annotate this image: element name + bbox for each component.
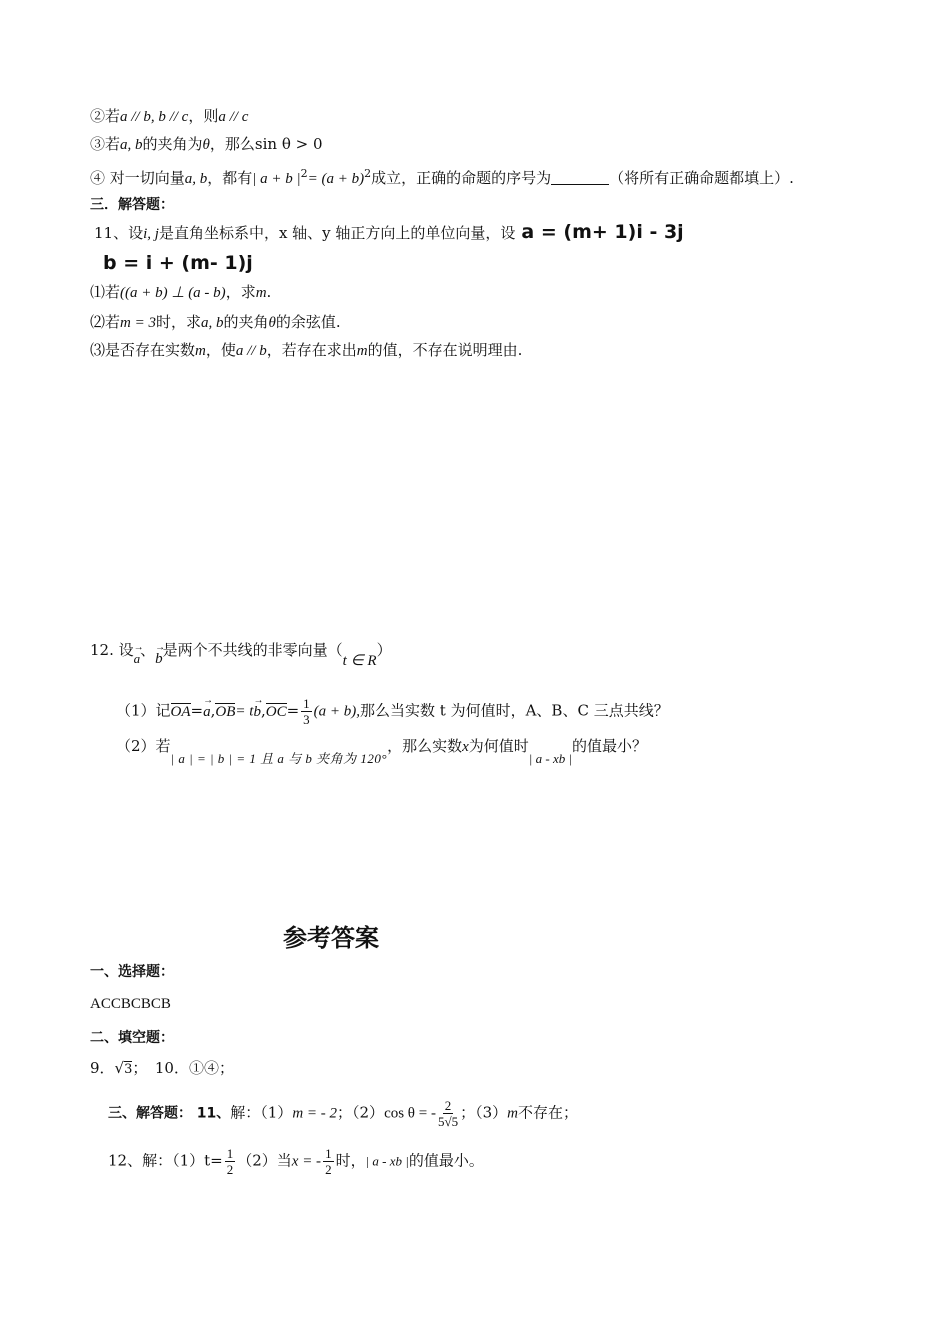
item-4: ④ 对一切向量a, b，都有| a + b $|^2= (a + b)^2$成立，正确的命题的序号为 （将所有正确命题都填上）.	[90, 167, 794, 187]
answers-q11-frac-den: 5√5	[437, 1114, 459, 1129]
answers-q12-x: x = -	[291, 1153, 322, 1170]
item-2-result: a // c	[218, 109, 249, 125]
q11-p3-m: m	[195, 343, 206, 359]
q11-p1-suffix: ，求	[225, 283, 256, 301]
q12-part1	[116, 696, 669, 727]
answers-section-3: 三、解答题：	[108, 1105, 192, 1122]
q12-sep: 、	[140, 641, 156, 659]
answers-q11-frac-num: 2	[444, 1098, 452, 1113]
q12-intro	[90, 640, 392, 669]
section-3-heading: 三．解答题：	[90, 197, 174, 213]
answers-q12-expr: | a - xb |	[365, 1153, 409, 1169]
q12-intro-b: 是两个不共线的非零向量（	[162, 641, 343, 659]
q11-p3-prefix: ⑶是否存在实数	[90, 341, 196, 359]
answers-q12-shi: 时，	[335, 1151, 366, 1170]
q11-p1-m: m	[255, 285, 267, 301]
answers-q9-label: 9．	[90, 1059, 115, 1077]
answers-q11-a1: m = - 2	[292, 1105, 338, 1122]
answers-section-2: 二、填空题：	[90, 1030, 174, 1046]
q12-p2-mid: ，那么实数	[387, 737, 463, 755]
q12-vector-a: → a	[134, 649, 141, 669]
q11-p2-mid: 时，求	[155, 313, 201, 331]
q12-p1-comma2: ,	[260, 701, 266, 720]
answers-q12-fraction	[225, 1146, 236, 1177]
q12-part2	[116, 736, 648, 766]
q12-p2-end: 的值最小？	[572, 737, 648, 755]
answer-blank[interactable]	[551, 170, 609, 185]
answers-q11-sep1: ；（2）	[337, 1103, 385, 1122]
answers-q12-frac-den: 2	[226, 1162, 234, 1177]
item-4-vars: a, b	[184, 171, 208, 187]
q11-p2-end: 的余弦值.	[275, 313, 341, 331]
item-2-prefix: ②若	[90, 107, 121, 125]
item-2-then: ，则	[188, 107, 219, 125]
q11-p3-m2: m	[356, 343, 368, 359]
q11-intro	[94, 222, 684, 244]
item-4-formula-right: = (a + b)	[307, 171, 365, 187]
q12-p2-expr: | a - xb |	[528, 751, 573, 766]
q12-p2-mid2: 为何值时	[468, 737, 529, 755]
q11-p1-end: .	[266, 283, 272, 301]
answers-title: 参考答案	[283, 924, 379, 952]
q12-p1-eq2: = t	[235, 703, 254, 720]
q12-p2-condition: | a | = | b | = 1 且 a 与 b 夹角为 120°	[170, 751, 388, 766]
q12-intro-a: 12. 设	[90, 641, 134, 659]
q12-p1-oc: OC	[265, 703, 287, 720]
q11-p2-theta: θ	[268, 315, 276, 331]
q11-p2-prefix: ⑵若	[90, 313, 121, 331]
q11-p1-prefix: ⑴若	[90, 283, 121, 301]
answers-q11-m: m	[507, 1105, 518, 1122]
q11-p3-mid: ，使	[205, 341, 236, 359]
item-4-mid: ，都有	[207, 169, 253, 187]
answers-q9-value: 3	[124, 1062, 133, 1077]
q11-p2-vars: a, b	[201, 315, 224, 331]
sqrt-symbol: √	[114, 1059, 125, 1077]
q11-vector-b: b = i + (m- 1)j	[103, 252, 253, 274]
item-3-then: ，那么	[209, 135, 255, 153]
answers-q12-end: 的值最小。	[408, 1151, 484, 1170]
answers-q11-label: 11、	[196, 1105, 231, 1122]
q11-vector-a: a = (m+ 1)i - 3j	[521, 221, 684, 243]
q12-p1-paren: (a + b),	[313, 703, 361, 720]
answers-q12-frac2-den: 2	[325, 1162, 332, 1177]
answers-q11-jie: 解：（1）	[230, 1103, 293, 1122]
q11-part3	[90, 340, 522, 361]
q11-p2-mid2: 的夹角	[223, 313, 269, 331]
item-3-vars: a, b	[120, 137, 143, 153]
item-4-suffix: 成立，正确的命题的序号为	[371, 169, 552, 187]
q12-p1-eq1: =	[190, 701, 204, 720]
q12-intro-end: ）	[376, 641, 392, 659]
item-3-result: sin θ > 0	[254, 135, 323, 153]
item-3-mid: 的夹角为	[142, 135, 203, 153]
answers-q12-label: 12、解：（1）t=	[108, 1151, 223, 1170]
q12-p1-suffix: 那么当实数 t 为何值时，A、B、C 三点共线？	[360, 701, 669, 720]
q11-p3-mid2: ，若存在求出	[266, 341, 357, 359]
q11-ij: i, j	[143, 226, 159, 242]
q11-intro-b: 是直角坐标系中，x 轴、y 轴正方向上的单位向量，设	[158, 224, 516, 242]
q12-p1-eq3: =	[286, 701, 300, 720]
item-2-condition: a // b, b // c	[120, 109, 189, 125]
answers-choice: ACCBCBCB	[90, 996, 171, 1012]
answers-fill	[90, 1058, 234, 1080]
q12-p2-x: x	[462, 739, 469, 755]
answers-q10: ； 10．①④；	[132, 1059, 234, 1077]
answers-q12-fraction-2	[323, 1146, 334, 1177]
answers-q11-a3: 不存在；	[517, 1103, 578, 1122]
q12-p1-ob: OB	[215, 703, 236, 720]
q12-condition: t ∈ R	[342, 653, 377, 669]
q12-p1-oa: OA	[170, 703, 191, 720]
q12-p1-a: → a	[203, 702, 211, 722]
answers-q11-sep2: ；（3）	[460, 1103, 508, 1122]
answers-q12-frac2-num: 1	[325, 1146, 332, 1161]
q11-intro-a: 11、设	[94, 224, 144, 242]
q12-p2-prefix: （2）若	[116, 737, 171, 755]
q11-part2	[90, 312, 341, 333]
item-3	[90, 134, 323, 155]
item-3-theta: θ	[202, 137, 210, 153]
q12-vector-b: → b	[155, 649, 163, 669]
answers-q11-fraction	[438, 1098, 458, 1129]
answers-q12	[108, 1146, 484, 1177]
answers-q11	[108, 1098, 578, 1129]
answers-q12-frac-num: 1	[226, 1146, 234, 1161]
item-4-end: （将所有正确命题都填上）.	[609, 169, 794, 187]
item-4-prefix: ④ 对一切向量	[90, 169, 185, 187]
item-4-formula-left: | a + b |	[252, 171, 301, 187]
item-2	[90, 106, 248, 127]
q12-p1-frac-den: 3	[303, 712, 310, 727]
answers-section-1: 一、选择题：	[90, 964, 174, 980]
q11-part1	[90, 282, 271, 303]
q11-p1-formula: ((a + b) ⊥ (a - b)	[120, 285, 226, 301]
q12-p1-b: → b	[253, 702, 261, 722]
q12-p1-comma1: ,	[210, 701, 216, 720]
q11-p2-formula: m = 3	[120, 315, 156, 331]
q12-p1-fraction	[301, 696, 312, 727]
q12-p1-prefix: （1）记	[116, 701, 171, 720]
answers-q11-cos: cos θ = -	[384, 1105, 436, 1122]
q11-p3-end: 的值，不存在说明理由.	[367, 341, 523, 359]
item-3-prefix: ③若	[90, 135, 121, 153]
q11-p3-cond: a // b	[235, 343, 267, 359]
q12-p1-frac-num: 1	[303, 696, 310, 711]
answers-q12-mid: （2）当	[237, 1151, 292, 1170]
